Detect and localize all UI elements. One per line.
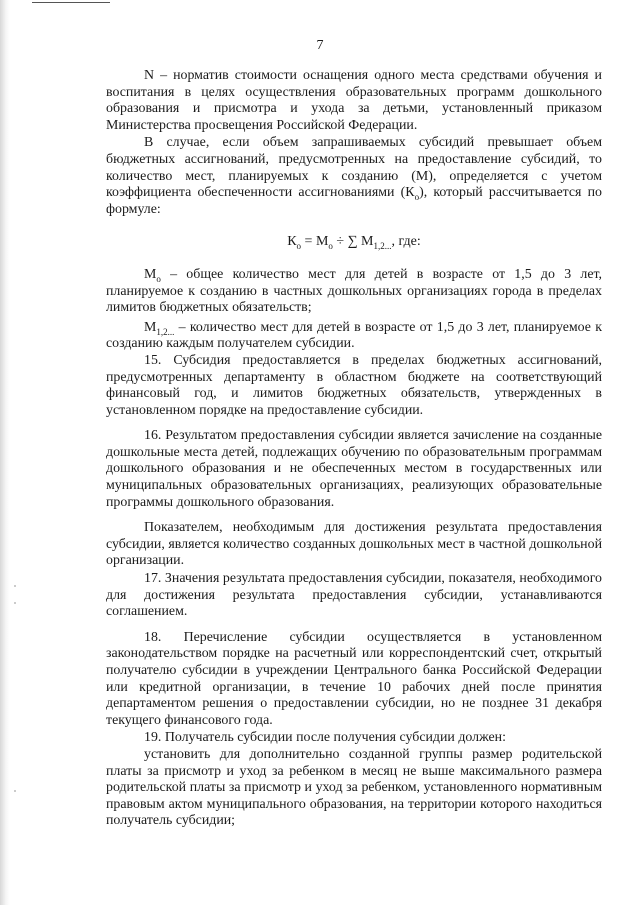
paragraph-17: 17. Значения результата предоставления субсидии, показателя, необходимого для достижения результата предоставления субсидии, устанавливаются соглашением. — [106, 571, 602, 620]
formula: $К_о = М_о$ ÷ ∑ $М_{1,2...}$, где: — [287, 234, 421, 252]
paragraph-m0-definition: $М_о$ – общее количество мест для детей в возрасте от 1,5 до 3 лет, планируемое к созданию в частных дошкольных организациях города в пределах лимитов бюджетных обязательств; — [106, 266, 602, 316]
document-body — [106, 68, 602, 830]
paragraph-15: 15. Субсидия предоставляется в пределах бюджетных ассигнований, предусмотренных департаменту в областном бюджете на соответствующий финансовый год, и лимитов бюджетных обязательств, утвержденных в установленном порядке на предоставление субсидии. — [106, 352, 602, 418]
paragraph-19-item: установить для дополнительно созданной группы размер родительской платы за присмотр и уход за ребенком в месяц не выше максимального размера родительской платы за присмотр и уход за ребенком, установленного нормативным правовым актом муниципального образования, на территории которого находиться получатель субсидии; — [106, 746, 602, 829]
top-rule — [32, 2, 110, 3]
paragraph-18: 18. Перечисление субсидии осуществляется в установленном законодательством порядке на расчетный или корреспондентский счет, открытый получателю субсидии в учреждении Центрального банка Российской Федерации или кредитной организации, в течение 10 рабочих дней после принятия департаментом решения о предоставлении субсидии, но не позднее 31 декабря текущего финансового года. — [106, 629, 602, 728]
scan-left-edge — [0, 0, 10, 905]
paragraph-19: 19. Получатель субсидии после получения субсидии должен: — [144, 730, 506, 746]
margin-mark — [14, 585, 16, 587]
paragraph-coefficient: В случае, если объем запрашиваемых субсидий превышает объем бюджетных ассигнований, предусмотренных на предоставление субсидий, то количество мест, планируемых к созданию (М), определяется с учетом коэффициента обеспеченности ассигнованиями $(К_о)$, который рассчитывается по формуле: — [106, 135, 603, 217]
paragraph-16-indicator: Показателем, необходимым для достижения результата предоставления субсидии, является количество созданных дошкольных мест в частной дошкольной организации. — [106, 520, 602, 569]
paragraph-norm-definition: N – норматив стоимости оснащения одного места средствами обучения и воспитания в целях осуществления образовательных программ дошкольного образования и присмотра и ухода за детьми, установленный приказом Министерства просвещения Российской Федерации. — [106, 68, 602, 133]
page-number: 7 — [316, 38, 324, 53]
margin-mark — [14, 790, 16, 792]
margin-mark — [14, 602, 16, 604]
paragraph-16: 16. Результатом предоставления субсидии является зачисление на созданные дошкольные места детей, подлежащих обучению по образовательным программам дошкольного образования и не обеспеченных местом в государственных или муниципальных образовательных организациях, реализующих образовательные программы дошкольного образования. — [106, 428, 602, 510]
paragraph-m12-definition: $М_{1,2...}$ – количество мест для детей в возрасте от 1,5 до 3 лет, планируемое к созданию каждым получателем субсидии. — [106, 319, 602, 352]
